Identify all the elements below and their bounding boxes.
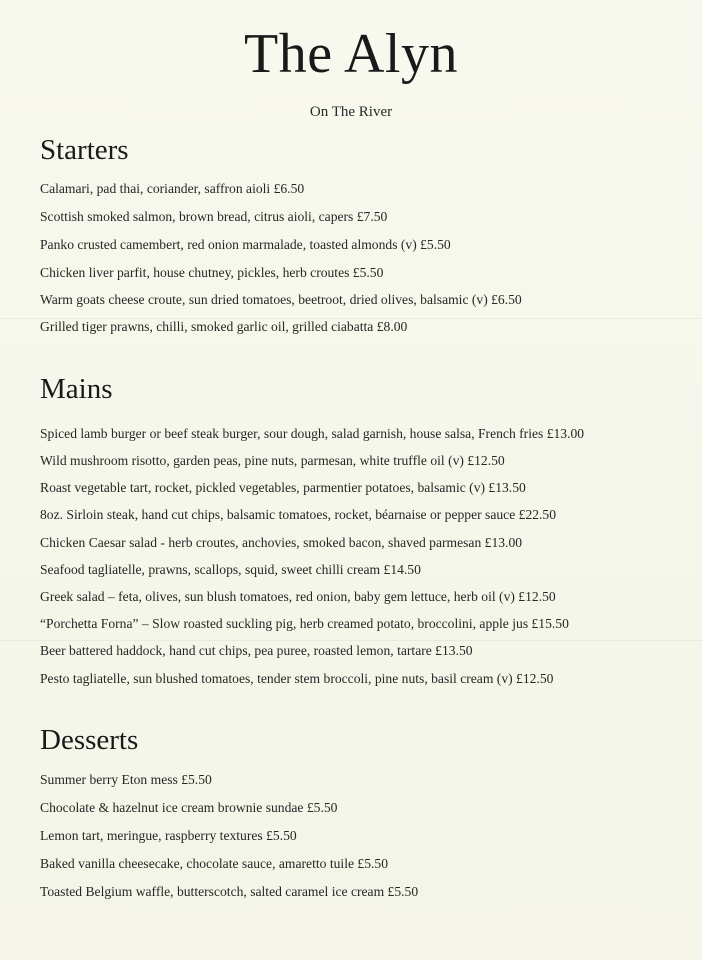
- starter-item: Chicken liver parfit, house chutney, pickles, herb croutes £5.50: [40, 265, 384, 280]
- restaurant-subtitle: On The River: [309, 104, 393, 120]
- mains-heading: Mains: [40, 373, 113, 405]
- starter-item: Panko crusted camembert, red onion marmalade, toasted almonds (v) £5.50: [40, 237, 451, 252]
- starter-item: Warm goats cheese croute, sun dried tomatoes, beetroot, dried olives, balsamic (v) £6.50: [40, 292, 522, 307]
- main-item: Wild mushroom risotto, garden peas, pine nuts, parmesan, white truffle oil (v) £12.50: [40, 453, 505, 468]
- starter-item: Grilled tiger prawns, chilli, smoked garlic oil, grilled ciabatta £8.00: [40, 319, 408, 334]
- main-item: “Porchetta Forna” – Slow roasted suckling pig, herb creamed potato, broccolini, apple jus £15.50: [40, 616, 569, 631]
- dessert-item: Baked vanilla cheesecake, chocolate sauce, amaretto tuile £5.50: [40, 856, 388, 871]
- main-item: Spiced lamb burger or beef steak burger, sour dough, salad garnish, house salsa, French fries £13.00: [40, 426, 585, 441]
- main-item: Pesto tagliatelle, sun blushed tomatoes, tender stem broccoli, pine nuts, basil cream (v) £12.50: [40, 671, 554, 686]
- dessert-item: Summer berry Eton mess £5.50: [40, 772, 212, 787]
- starters-heading: Starters: [40, 134, 129, 166]
- main-item: Greek salad – feta, olives, sun blush tomatoes, red onion, baby gem lettuce, herb oil (v) £12.50: [40, 589, 556, 604]
- desserts-heading: Desserts: [40, 724, 139, 756]
- main-item: 8oz. Sirloin steak, hand cut chips, balsamic tomatoes, rocket, béarnaise or pepper sauce £22.50: [40, 507, 557, 522]
- main-item: Seafood tagliatelle, prawns, scallops, squid, sweet chilli cream £14.50: [40, 562, 421, 577]
- main-item: Roast vegetable tart, rocket, pickled vegetables, parmentier potatoes, balsamic (v) £13.50: [40, 480, 526, 495]
- dessert-item: Toasted Belgium waffle, butterscotch, salted caramel ice cream £5.50: [40, 884, 419, 899]
- restaurant-title: The Alyn: [244, 23, 458, 85]
- starter-item: Calamari, pad thai, coriander, saffron aioli £6.50: [40, 181, 305, 196]
- main-item: Beer battered haddock, hand cut chips, pea puree, roasted lemon, tartare £13.50: [40, 643, 473, 658]
- paper-fold-line: [0, 640, 702, 641]
- main-item: Chicken Caesar salad - herb croutes, anchovies, smoked bacon, shaved parmesan £13.00: [40, 535, 523, 550]
- dessert-item: Chocolate & hazelnut ice cream brownie sundae £5.50: [40, 800, 338, 815]
- dessert-item: Lemon tart, meringue, raspberry textures £5.50: [40, 828, 297, 843]
- starter-item: Scottish smoked salmon, brown bread, citrus aioli, capers £7.50: [40, 209, 388, 224]
